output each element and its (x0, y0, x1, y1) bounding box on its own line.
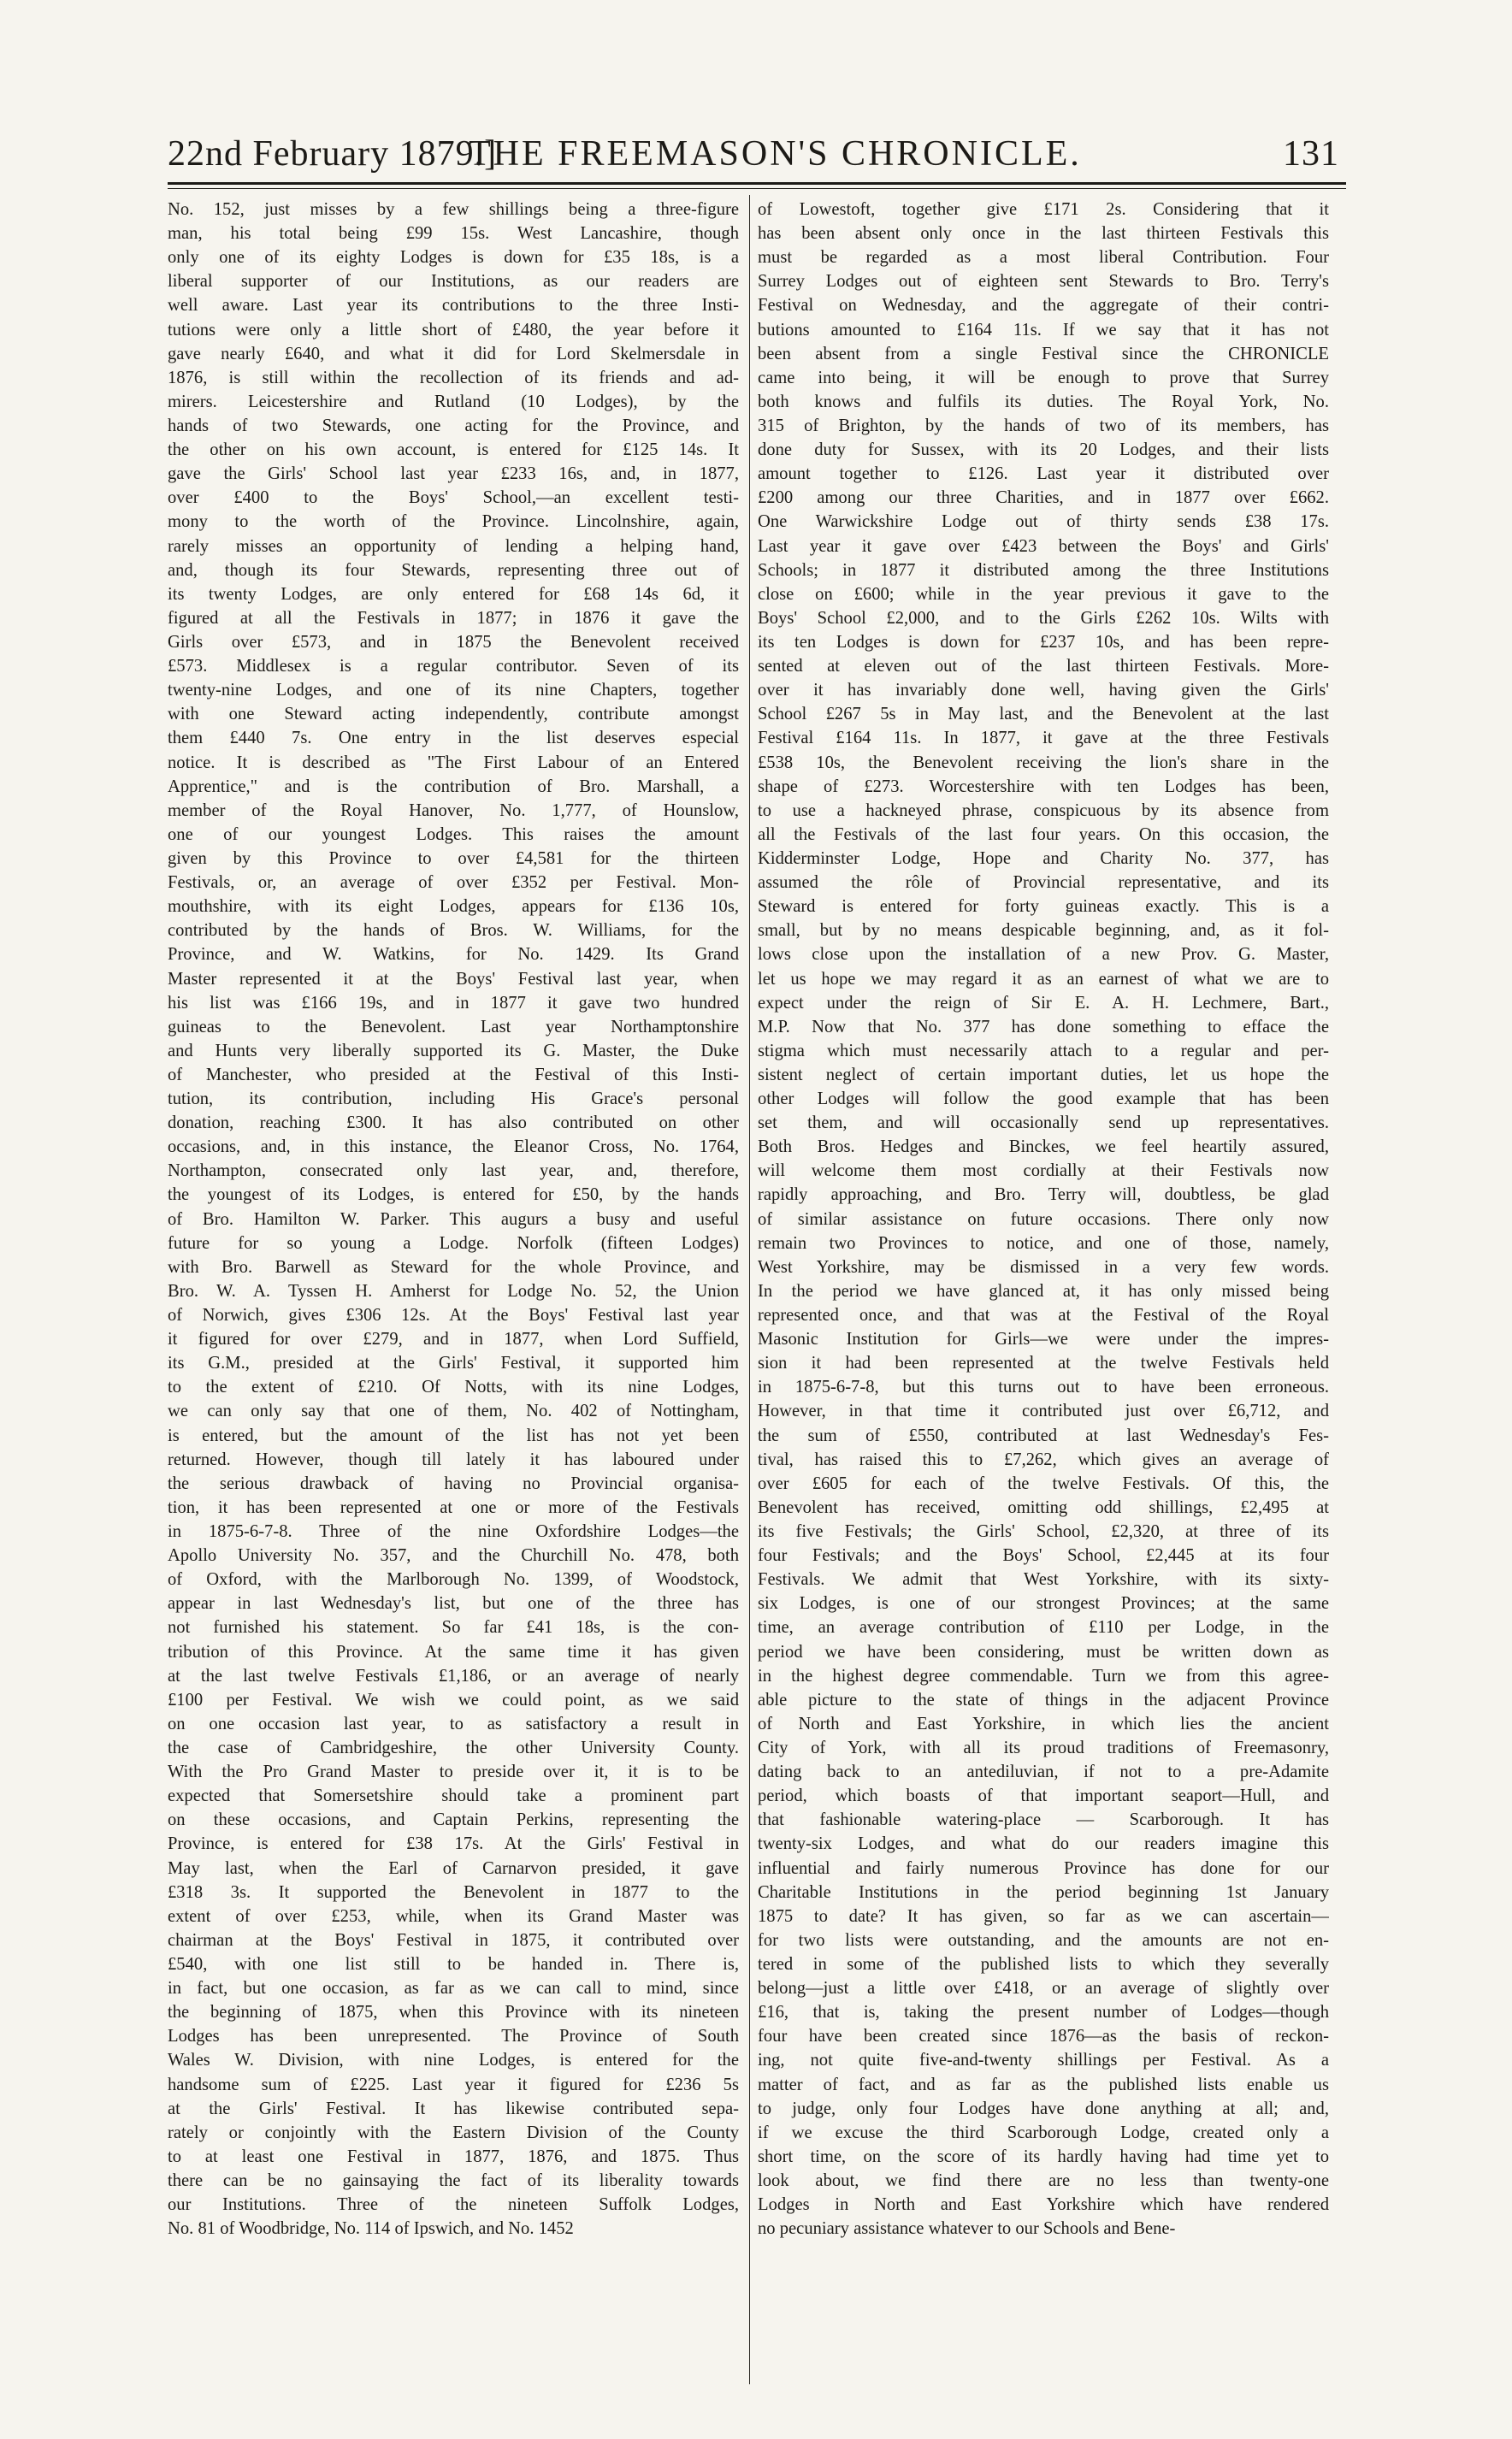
text-line: twenty-six Lodges, and what do our readers imagine this (758, 1834, 1329, 1854)
text-line: Last year it gave over £423 between the Boys' and Girls' (758, 536, 1329, 556)
text-line: assumed the rôle of Provincial representative, and its (758, 873, 1329, 893)
header-rule-thick (168, 182, 1346, 185)
text-line: to the extent of £210. Of Notts, with its nine Lodges, (168, 1378, 739, 1397)
text-line: Festival on Wednesday, and the aggregate of their contri- (758, 296, 1329, 316)
header-rule-thin (168, 188, 1346, 189)
text-line: over it has invariably done well, having given the Girls' (758, 681, 1329, 700)
text-line: Masonic Institution for Girls—we were under the impres- (758, 1330, 1329, 1349)
text-line: liberal supporter of our Institutions, as our readers are (168, 272, 739, 292)
text-line: Both Bros. Hedges and Binckes, we feel heartily assured, (758, 1137, 1329, 1157)
text-line: tival, has raised this to £7,262, which gives an average of (758, 1450, 1329, 1469)
text-line: Northampton, consecrated only last year, and, therefore, (168, 1161, 739, 1181)
text-line: on one occasion last year, to as satisfactory a result in (168, 1714, 739, 1733)
text-line: Surrey Lodges out of eighteen sent Stewards to Bro. Terry's (758, 272, 1329, 292)
text-line: guineas to the Benevolent. Last year Northamptonshire (168, 1017, 739, 1036)
page-number: 131 (1283, 134, 1339, 174)
text-line: With the Pro Grand Master to preside over it, it is to be (168, 1763, 739, 1782)
text-line: period, which boasts of that important seaport—Hull, and (758, 1786, 1329, 1806)
text-line: came into being, it will be enough to prove that Surrey (758, 368, 1329, 387)
text-line: of Lowestoft, together give £171 2s. Considering that it (758, 200, 1329, 219)
text-line: the sum of £550, contributed at last Wednesday's Fes- (758, 1426, 1329, 1445)
text-line: £318 3s. It supported the Benevolent in 1877 to the (168, 1882, 739, 1902)
text-line: to at least one Festival in 1877, 1876, and 1875. Thus (168, 2147, 739, 2166)
text-line: appear in last Wednesday's list, but one of the three has (168, 1594, 739, 1614)
text-line: Master represented it at the Boys' Festival last year, when (168, 969, 739, 989)
text-line: £538 10s, the Benevolent receiving the lion's share in the (758, 753, 1329, 772)
text-line: mony to the worth of the Province. Lincolnshire, again, (168, 512, 739, 532)
text-line: M.P. Now that No. 377 has done something to efface the (758, 1017, 1329, 1036)
text-line: £16, that is, taking the present number of Lodges—though (758, 2003, 1329, 2023)
text-line: £200 among our three Charities, and in 1877 over £662. (758, 488, 1329, 508)
text-line: donation, reaching £300. It has also contributed on other (168, 1113, 739, 1133)
text-line: Schools; in 1877 it distributed among the three Institutions (758, 560, 1329, 580)
text-line: only one of its eighty Lodges is down for £35 18s, is a (168, 248, 739, 268)
text-line: to use a hackneyed phrase, conspicuous by its absence from (758, 800, 1329, 820)
text-line: its G.M., presided at the Girls' Festival, it supported him (168, 1354, 739, 1373)
text-line: tion, it has been represented at one or more of the Festivals (168, 1497, 739, 1517)
text-line: twenty-nine Lodges, and one of its nine Chapters, together (168, 681, 739, 700)
text-line: in the highest degree commendable. Turn we from this agree- (758, 1666, 1329, 1686)
text-line: on these occasions, and Captain Perkins, representing the (168, 1810, 739, 1830)
text-line: its twenty Lodges, are only entered for £68 14s 6d, it (168, 584, 739, 604)
text-line: rarely misses an opportunity of lending a helping hand, (168, 536, 739, 556)
text-line: mouthshire, with its eight Lodges, appears for £136 10s, (168, 897, 739, 917)
text-line: Province, is entered for £38 17s. At the Girls' Festival in (168, 1834, 739, 1854)
text-line: notice. It is described as "The First Labour of an Entered (168, 753, 739, 772)
text-line: Lodges in North and East Yorkshire which have rendered (758, 2195, 1329, 2215)
text-line: sistent neglect of certain important duties, let us hope the (758, 1065, 1329, 1084)
text-line: set them, and will occasionally send up representatives. (758, 1113, 1329, 1133)
text-line: of North and East Yorkshire, in which lies the ancient (758, 1714, 1329, 1733)
text-line: of Manchester, who presided at the Festival of this Insti- (168, 1065, 739, 1084)
text-line: returned. However, though till lately it has laboured under (168, 1450, 739, 1469)
text-line: 1875 to date? It has given, so far as we can ascertain— (758, 1906, 1329, 1926)
text-line: six Lodges, is one of our strongest Provinces; at the same (758, 1594, 1329, 1614)
text-line: One Warwickshire Lodge out of thirty sends £38 17s. (758, 512, 1329, 532)
text-line: our Institutions. Three of the nineteen Suffolk Lodges, (168, 2195, 739, 2215)
text-line: in 1875-6-7-8, but this turns out to have been erroneous. (758, 1378, 1329, 1397)
text-line: Wales W. Division, with nine Lodges, is entered for the (168, 2051, 739, 2070)
text-line: gave the Girls' School last year £233 16s, and, in 1877, (168, 464, 739, 484)
text-line: matter of fact, and as far as the published lists enable us (758, 2075, 1329, 2094)
text-line: contributed by the hands of Bros. W. Williams, for the (168, 921, 739, 941)
text-line: both knows and fulfils its duties. The Royal York, No. (758, 392, 1329, 411)
text-line: well aware. Last year its contributions to the three Insti- (168, 296, 739, 316)
text-line: one of our youngest Lodges. This raises the amount (168, 824, 739, 844)
text-line: expect under the reign of Sir E. A. H. Lechmere, Bart., (758, 993, 1329, 1013)
text-line: there can be no gainsaying the fact of its liberality towards (168, 2170, 739, 2190)
text-line: West Yorkshire, may be dismissed in a very few words. (758, 1257, 1329, 1277)
text-line: lows close upon the installation of a new Prov. G. Master, (758, 945, 1329, 965)
publication-title: THE FREEMASON'S CHRONICLE. (469, 134, 1082, 174)
text-line: its five Festivals; the Girls' School, £2,320, at three of its (758, 1522, 1329, 1542)
text-line: extent of over £253, while, when its Grand Master was (168, 1906, 739, 1926)
text-line: Apprentice," and is the contribution of Bro. Marshall, a (168, 777, 739, 796)
text-line: hands of two Stewards, one acting for the Province, and (168, 416, 739, 435)
text-line: expected that Somersetshire should take a prominent part (168, 1786, 739, 1806)
text-line: Charitable Institutions in the period beginning 1st January (758, 1882, 1329, 1902)
text-line: Bro. W. A. Tyssen H. Amherst for Lodge No. 52, the Union (168, 1281, 739, 1301)
text-line: not furnished his statement. So far £41 18s, is the con- (168, 1618, 739, 1638)
text-line: figured at all the Festivals in 1877; in 1876 it gave the (168, 608, 739, 628)
text-line: No. 152, just misses by a few shillings being a three-figure (168, 200, 739, 219)
text-line: Steward is entered for forty guineas exactly. This is a (758, 897, 1329, 917)
text-line: remain two Provinces to notice, and one of those, namely, (758, 1233, 1329, 1253)
text-line: let us hope we may regard it as an earnest of what we are to (758, 969, 1329, 989)
text-line: and, though its four Stewards, representing three out of (168, 560, 739, 580)
text-line: four Festivals; and the Boys' School, £2,445 at its four (758, 1546, 1329, 1566)
text-line: able picture to the state of things in the adjacent Province (758, 1690, 1329, 1710)
text-line: is entered, but the amount of the list has not yet been (168, 1426, 739, 1445)
text-line: Kidderminster Lodge, Hope and Charity No. 377, has (758, 848, 1329, 868)
text-line: rapidly approaching, and Bro. Terry will, doubtless, be glad (758, 1185, 1329, 1205)
text-line: been absent from a single Festival since the CHRONICLE (758, 344, 1329, 363)
text-line: Festival £164 11s. In 1877, it gave at the three Festivals (758, 729, 1329, 748)
text-line: look about, we find there are no less than twenty-one (758, 2170, 1329, 2190)
column-divider (749, 195, 750, 2384)
text-line: £100 per Festival. We wish we could point, as we said (168, 1690, 739, 1710)
masthead (168, 121, 1339, 176)
text-line: in fact, but one occasion, as far as we can call to mind, since (168, 1979, 739, 1999)
text-line: represented once, and that was at the Festival of the Royal (758, 1306, 1329, 1326)
text-line: at the Girls' Festival. It has likewise contributed sepa- (168, 2099, 739, 2118)
text-line: if we excuse the third Scarborough Lodge, created only a (758, 2123, 1329, 2142)
text-line: with one Steward acting independently, contribute amongst (168, 705, 739, 724)
text-line: rately or conjointly with the Eastern Division of the County (168, 2123, 739, 2142)
text-line: has been absent only once in the last thirteen Festivals this (758, 224, 1329, 244)
text-line: sented at eleven out of the last thirteen Festivals. More- (758, 657, 1329, 676)
right-column (758, 198, 1329, 2241)
text-line: School £267 5s in May last, and the Benevolent at the last (758, 705, 1329, 724)
text-line: the other on his own account, is entered for £125 14s. It (168, 440, 739, 460)
text-line: with Bro. Barwell as Steward for the whole Province, and (168, 1257, 739, 1277)
text-line: must be regarded as a most liberal Contribution. Four (758, 248, 1329, 268)
text-line: Province, and W. Watkins, for No. 1429. Its Grand (168, 945, 739, 965)
text-line: given by this Province to over £4,581 for the thirteen (168, 848, 739, 868)
text-line: ing, not quite five-and-twenty shillings per Festival. As a (758, 2051, 1329, 2070)
text-line: short time, on the score of its hardly having had time yet to (758, 2147, 1329, 2166)
text-line: other Lodges will follow the good example that has been (758, 1090, 1329, 1109)
text-line: Lodges has been unrepresented. The Province of South (168, 2027, 739, 2046)
text-line: over £400 to the Boys' School,—an excellent testi- (168, 488, 739, 508)
text-line: Benevolent has received, omitting odd shillings, £2,495 at (758, 1497, 1329, 1517)
text-line: it figured for over £279, and in 1877, when Lord Suffield, (168, 1330, 739, 1349)
text-line: all the Festivals of the last four years. On this occasion, the (758, 824, 1329, 844)
text-line: influential and fairly numerous Province has done for our (758, 1858, 1329, 1878)
text-line: its ten Lodges is down for £237 10s, and has been repre- (758, 632, 1329, 652)
text-line: shape of £273. Worcestershire with ten Lodges has been, (758, 777, 1329, 796)
text-line: In the period we have glanced at, it has only missed being (758, 1281, 1329, 1301)
text-line: Festivals. We admit that West Yorkshire, with its sixty- (758, 1570, 1329, 1590)
text-line: mirers. Leicestershire and Rutland (10 Lodges), by the (168, 392, 739, 411)
text-line: the case of Cambridgeshire, the other University County. (168, 1739, 739, 1757)
text-line: 315 of Brighton, by the hands of two of its members, has (758, 416, 1329, 435)
text-line: of Oxford, with the Marlborough No. 1399, of Woodstock, (168, 1570, 739, 1590)
text-line: will welcome them most cordially at their Festivals now (758, 1161, 1329, 1181)
text-line: them £440 7s. One entry in the list deserves especial (168, 729, 739, 748)
text-line: small, but by no means despicable beginning, and, as it fol- (758, 921, 1329, 941)
text-line: belong—just a little over £418, or an average of slightly over (758, 1979, 1329, 1999)
text-line: no pecuniary assistance whatever to our Schools and Bene- (758, 2219, 1176, 2239)
text-line: time, an average contribution of £110 per Lodge, in the (758, 1618, 1329, 1638)
text-line: we can only say that one of them, No. 402 of Nottingham, (168, 1402, 739, 1421)
text-line: to judge, only four Lodges have done anything at all; and, (758, 2099, 1329, 2118)
text-line: his list was £166 19s, and in 1877 it gave two hundred (168, 993, 739, 1013)
text-line: over £605 for each of the twelve Festivals. Of this, the (758, 1473, 1329, 1493)
text-line: tution, its contribution, including His Grace's personal (168, 1090, 739, 1109)
text-line: and Hunts very liberally supported its G. Master, the Duke (168, 1041, 739, 1060)
text-line: Festivals, or, an average of over £352 per Festival. Mon- (168, 873, 739, 893)
left-column (168, 198, 739, 2241)
text-line: £573. Middlesex is a regular contributor. Seven of its (168, 657, 739, 676)
text-line: stigma which must necessarily attach to a regular and per- (758, 1041, 1329, 1060)
text-line: 1876, is still within the recollection of its friends and ad- (168, 368, 739, 387)
text-line: close on £600; while in the year previous it gave to the (758, 584, 1329, 604)
text-line: done duty for Sussex, with its 20 Lodges, and their lists (758, 440, 1329, 460)
text-line: of similar assistance on future occasions. There only now (758, 1209, 1329, 1229)
text-line: tutions were only a little short of £480, the year before it (168, 320, 739, 340)
text-line: man, his total being £99 15s. West Lancashire, though (168, 224, 739, 244)
text-line: occasions, and, in this instance, the Eleanor Cross, No. 1764, (168, 1137, 739, 1157)
text-line: the beginning of 1875, when this Province with its nineteen (168, 2003, 739, 2023)
text-line: period we have been considering, must be written down as (758, 1642, 1329, 1662)
text-line: member of the Royal Hanover, No. 1,777, of Hounslow, (168, 800, 739, 820)
text-line: City of York, with all its proud traditions of Freemasonry, (758, 1739, 1329, 1757)
text-line: May last, when the Earl of Carnarvon presided, it gave (168, 1858, 739, 1878)
text-line: gave nearly £640, and what it did for Lord Skelmersdale in (168, 344, 739, 363)
text-line: future for so young a Lodge. Norfolk (fifteen Lodges) (168, 1233, 739, 1253)
text-line: at the last twelve Festivals £1,186, or an average of nearly (168, 1666, 739, 1686)
text-line: sion it had been represented at the twelve Festivals held (758, 1354, 1329, 1373)
text-line: of Norwich, gives £306 12s. At the Boys' Festival last year (168, 1306, 739, 1326)
text-line: for two lists were outstanding, and the amounts are not en- (758, 1930, 1329, 1950)
text-line: Boys' School £2,000, and to the Girls £262 10s. Wilts with (758, 608, 1329, 628)
text-line: the serious drawback of having no Provincial organisa- (168, 1473, 739, 1493)
text-line: in 1875-6-7-8. Three of the nine Oxfordshire Lodges—the (168, 1522, 739, 1542)
text-line: of Bro. Hamilton W. Parker. This augurs a busy and useful (168, 1209, 739, 1229)
text-line: Girls over £573, and in 1875 the Benevolent received (168, 632, 739, 652)
text-line: tribution of this Province. At the same time it has given (168, 1642, 739, 1662)
text-line: chairman at the Boys' Festival in 1875, it contributed over (168, 1930, 739, 1950)
text-line: handsome sum of £225. Last year it figured for £236 5s (168, 2075, 739, 2094)
text-line: Apollo University No. 357, and the Churchill No. 478, both (168, 1546, 739, 1566)
issue-date: 22nd February 1879.] (168, 134, 498, 174)
text-line: tered in some of the published lists to which they severally (758, 1954, 1329, 1974)
text-line: amount together to £126. Last year it distributed over (758, 464, 1329, 484)
text-line: dating back to an antediluvian, if not to a pre-Adamite (758, 1763, 1329, 1782)
text-line: that fashionable watering-place — Scarborough. It has (758, 1810, 1329, 1830)
text-line: butions amounted to £164 11s. If we say that it has not (758, 320, 1329, 340)
text-line: the youngest of its Lodges, is entered for £50, by the hands (168, 1185, 739, 1205)
text-line: four have been created since 1876—as the basis of reckon- (758, 2027, 1329, 2046)
text-line: £540, with one list still to be handed in. There is, (168, 1954, 739, 1974)
text-line: No. 81 of Woodbridge, No. 114 of Ipswich, and No. 1452 (168, 2219, 574, 2239)
text-line: However, in that time it contributed just over £6,712, and (758, 1402, 1329, 1421)
